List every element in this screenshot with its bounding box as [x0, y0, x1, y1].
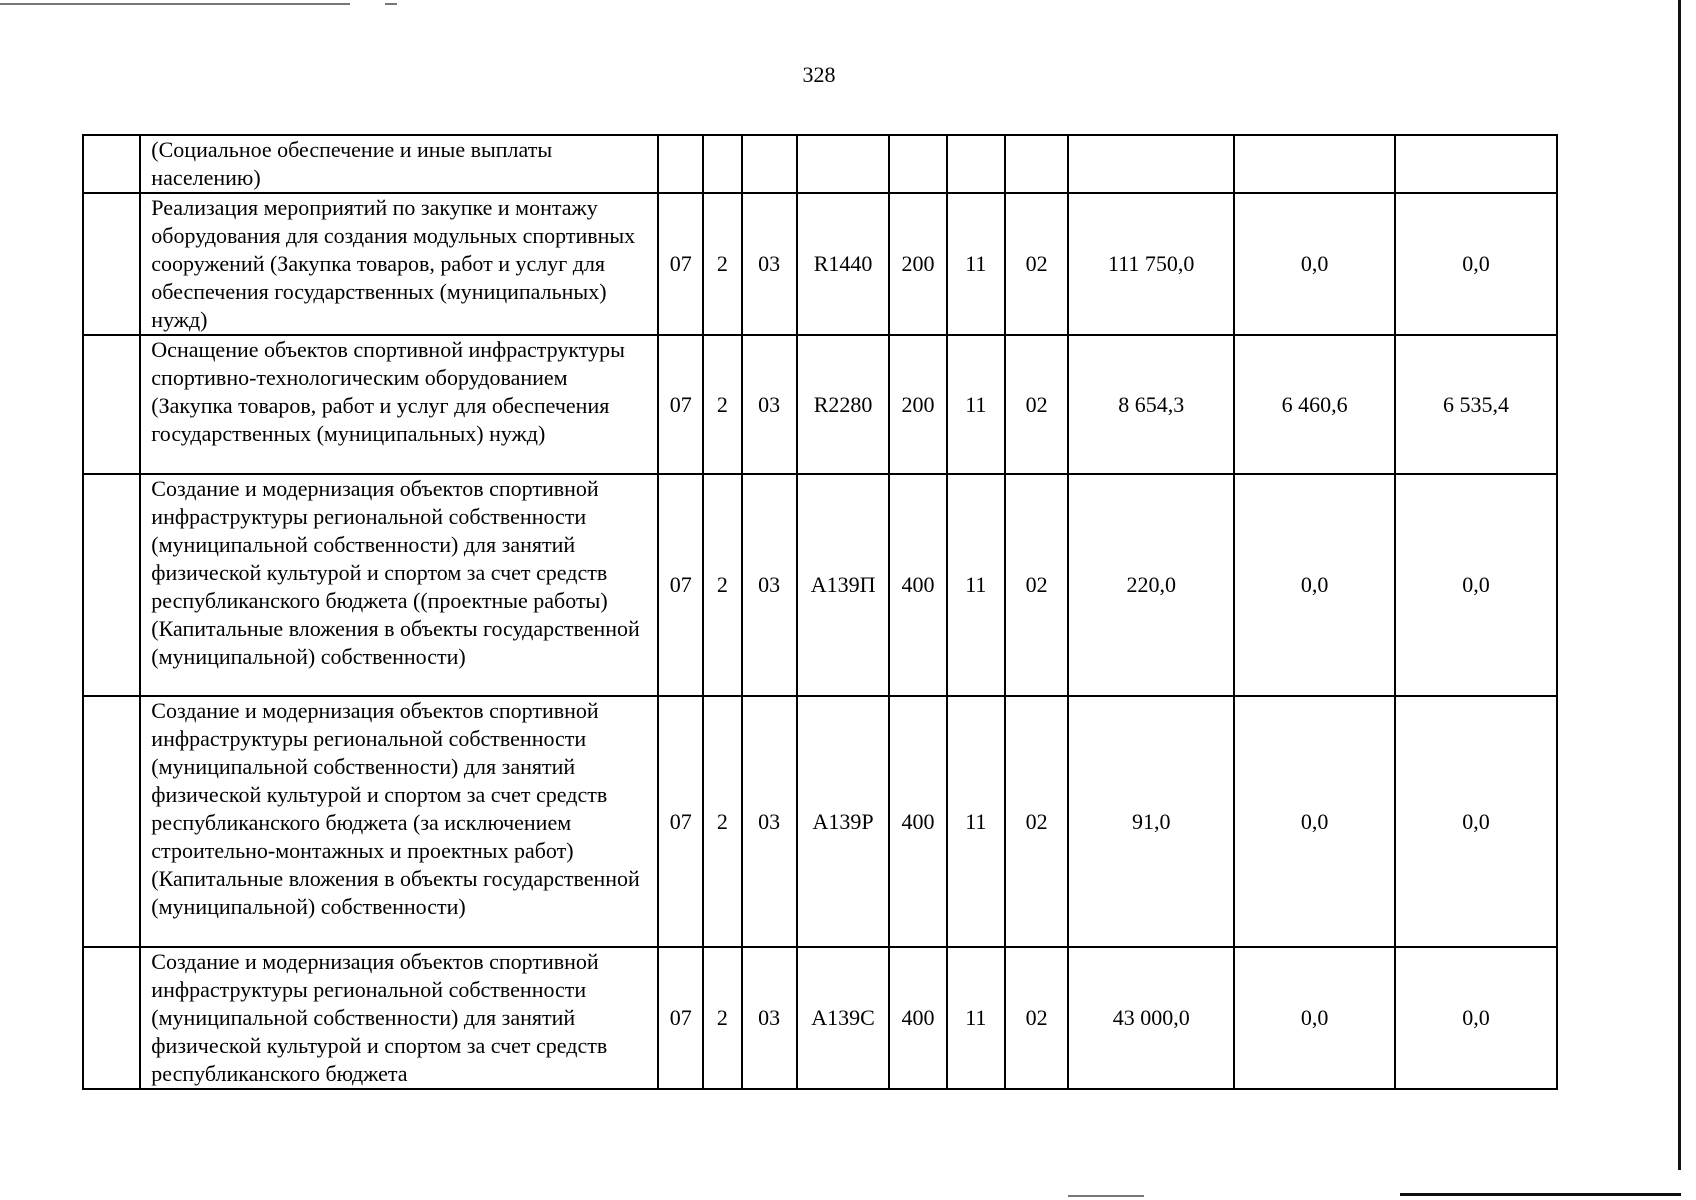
value-cell: 11 [947, 947, 1005, 1089]
value-cell: 02 [1005, 193, 1068, 335]
value-cell: 2 [703, 193, 741, 335]
row-number-cell [83, 335, 140, 474]
value-cell: 07 [658, 335, 703, 474]
value-cell [947, 135, 1005, 193]
table-row [83, 947, 1557, 1089]
value-cell: R1440 [797, 193, 890, 335]
value-cell: A139P [797, 696, 890, 947]
value-cell: 07 [658, 193, 703, 335]
row-number-cell [83, 474, 140, 696]
description-cell: (Социальное обеспечение и иные выплаты населению) [140, 135, 658, 193]
value-cell: 11 [947, 474, 1005, 696]
table-row [83, 335, 1557, 474]
value-cell [703, 135, 741, 193]
value-cell: 220,0 [1068, 474, 1234, 696]
description-cell: Оснащение объектов спортивной инфраструктуры спортивно-технологическим оборудованием (Закупка товаров, работ и услуг для обеспечения государственных (муниципальных) нужд) [140, 335, 658, 474]
scan-artifact-line [1068, 1195, 1144, 1197]
value-cell: 0,0 [1234, 474, 1395, 696]
value-cell: 400 [889, 947, 946, 1089]
value-cell: 03 [742, 335, 797, 474]
value-cell: 0,0 [1234, 696, 1395, 947]
value-cell [1005, 135, 1068, 193]
description-cell: Реализация мероприятий по закупке и монтажу оборудования для создания модульных спортивных сооружений (Закупка товаров, работ и услуг для обеспечения государственных (муниципальных) нужд) [140, 193, 658, 335]
page-number: 328 [802, 62, 836, 87]
value-cell: 0,0 [1395, 474, 1557, 696]
value-cell: 11 [947, 696, 1005, 947]
value-cell: 07 [658, 474, 703, 696]
value-cell: 2 [703, 335, 741, 474]
value-cell: 2 [703, 696, 741, 947]
value-cell: 02 [1005, 696, 1068, 947]
table-row [83, 193, 1557, 335]
value-cell: 111 750,0 [1068, 193, 1234, 335]
value-cell [889, 135, 946, 193]
value-cell: 0,0 [1234, 947, 1395, 1089]
value-cell: 0,0 [1395, 193, 1557, 335]
value-cell: 07 [658, 696, 703, 947]
value-cell: 03 [742, 947, 797, 1089]
row-number-cell [83, 696, 140, 947]
value-cell: 03 [742, 193, 797, 335]
page-edge-right [1678, 0, 1681, 1170]
value-cell: 200 [889, 335, 946, 474]
value-cell: 02 [1005, 474, 1068, 696]
description-cell: Создание и модернизация объектов спортивной инфраструктуры региональной собственности (муниципальной собственности) для занятий физической культурой и спортом за счет средств республиканского бюджета ((проектные работы) (Капитальные вложения в объекты государственной (муниципальной) собственности) [140, 474, 658, 696]
page-edge-bottom [1400, 1193, 1681, 1196]
value-cell [797, 135, 890, 193]
table-row [83, 474, 1557, 696]
value-cell: 2 [703, 474, 741, 696]
value-cell [1395, 135, 1557, 193]
value-cell: 03 [742, 474, 797, 696]
value-cell: 02 [1005, 335, 1068, 474]
value-cell: 11 [947, 193, 1005, 335]
value-cell: 6 460,6 [1234, 335, 1395, 474]
value-cell: 400 [889, 696, 946, 947]
value-cell: 07 [658, 947, 703, 1089]
value-cell: A139C [797, 947, 890, 1089]
value-cell [742, 135, 797, 193]
value-cell: R2280 [797, 335, 890, 474]
value-cell: 03 [742, 696, 797, 947]
value-cell: 11 [947, 335, 1005, 474]
row-number-cell [83, 947, 140, 1089]
value-cell [1234, 135, 1395, 193]
description-cell: Создание и модернизация объектов спортивной инфраструктуры региональной собственности (муниципальной собственности) для занятий физической культурой и спортом за счет средств республиканского бюджета [140, 947, 658, 1089]
value-cell: 2 [703, 947, 741, 1089]
scan-artifact-line [0, 3, 350, 5]
table-row [83, 135, 1557, 193]
value-cell: A139П [797, 474, 890, 696]
value-cell: 0,0 [1234, 193, 1395, 335]
value-cell [1068, 135, 1234, 193]
value-cell: 0,0 [1395, 947, 1557, 1089]
value-cell: 02 [1005, 947, 1068, 1089]
value-cell [658, 135, 703, 193]
value-cell: 91,0 [1068, 696, 1234, 947]
value-cell: 43 000,0 [1068, 947, 1234, 1089]
table-row [83, 696, 1557, 947]
value-cell: 0,0 [1395, 696, 1557, 947]
value-cell: 400 [889, 474, 946, 696]
budget-table [82, 134, 1558, 1090]
row-number-cell [83, 193, 140, 335]
value-cell: 8 654,3 [1068, 335, 1234, 474]
value-cell: 6 535,4 [1395, 335, 1557, 474]
description-cell: Создание и модернизация объектов спортивной инфраструктуры региональной собственности (муниципальной собственности) для занятий физической культурой и спортом за счет средств республиканского бюджета (за исключением строительно-монтажных и проектных работ) (Капитальные вложения в объекты государственной (муниципальной) собственности) [140, 696, 658, 947]
value-cell: 200 [889, 193, 946, 335]
scan-artifact-line [385, 3, 397, 5]
row-number-cell [83, 135, 140, 193]
